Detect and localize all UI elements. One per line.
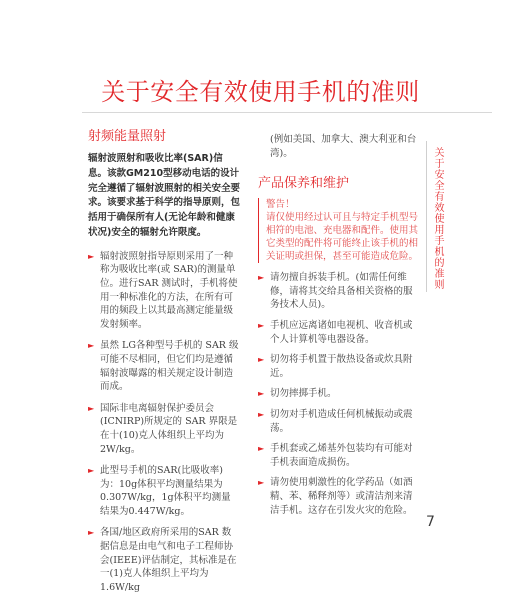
list-item-text: 虽然 LG各种型号手机的 SAR 级可能不尽相同，但它们均是遵循辐射波曝露的相关规定设计制造而成。 — [100, 340, 239, 393]
triangle-bullet-icon: ► — [88, 528, 95, 538]
list-item-text: 手机套或乙烯基外包装均有可能对手机表面造成损伤。 — [270, 443, 413, 468]
rf-exposure-heading: 射频能量照射 — [88, 129, 167, 144]
warning-title: 警告！ — [266, 199, 295, 211]
rf-exposure-intro: 辐射波照射和吸收比率(SAR)信息。该款GM210型移动电话的设计完全遵循了辐射波照射的相关安全要求。该要求基于科学的指导原则，包括用于确保所有人(无论年龄和健康状况)安全的辐射允许限度。 — [88, 153, 241, 238]
triangle-bullet-icon: ► — [258, 444, 265, 454]
list-item-text: 请勿擅自拆装手机。(如需任何维修，请将其交给具备相关资格的服务技术人员)。 — [270, 272, 413, 311]
triangle-bullet-icon: ► — [88, 466, 95, 476]
triangle-bullet-icon: ► — [258, 273, 265, 283]
list-item-text: 切勿将手机置于散热设备或炊具附近。 — [270, 354, 413, 379]
list-item — [88, 402, 240, 456]
list-item-text: 辐射波照射指导原则采用了一种称为吸收比率(或 SAR)的测量单位。进行SAR 测试时，手机将使用一种标准化的方法，在所有可用的频段上以其最高测定能量级发射频率。 — [100, 250, 238, 330]
triangle-bullet-icon: ► — [88, 403, 95, 413]
list-item — [258, 476, 418, 517]
list-item — [258, 408, 418, 435]
warning-box — [258, 198, 418, 263]
list-item-text: 此型号手机的SAR(比吸收率)为：10g体积平均测量结果为0.307W/kg，1g体积平均测量结果为0.447W/kg。 — [100, 465, 231, 517]
list-item-text: 切勿摔掷手机。 — [270, 388, 337, 400]
list-item — [258, 442, 418, 469]
list-item — [88, 339, 240, 393]
list-item — [88, 526, 240, 594]
page-title: 关于安全有效使用手机的准则 — [101, 78, 420, 106]
list-item — [258, 353, 418, 380]
triangle-bullet-icon: ► — [258, 478, 265, 488]
product-care-list — [258, 271, 418, 517]
rf-exposure-list — [88, 250, 240, 595]
side-tab — [426, 141, 448, 292]
triangle-bullet-icon: ► — [258, 409, 265, 419]
list-item — [258, 271, 418, 312]
list-item — [258, 319, 418, 346]
product-care-heading: 产品保养和维护 — [258, 176, 350, 192]
page-number: 7 — [426, 514, 435, 530]
triangle-bullet-icon: ► — [258, 355, 265, 365]
list-item — [88, 250, 240, 332]
list-item-text: 各国/地区政府所采用的SAR 数据信息是由电气和电子工程师协会(IEEE)评估制定，其标准是在一(1)克人体组织上平均为 1.6W/kg — [100, 527, 237, 593]
list-item — [258, 387, 418, 401]
list-item-text: 切勿对手机造成任何机械振动或震荡。 — [270, 408, 413, 434]
triangle-bullet-icon: ► — [88, 341, 95, 351]
list-item-text: 请勿使用刺激性的化学药品（如酒精、苯、稀释剂等）或清洁剂来清洁手机。这存在引发火灾的危险。 — [270, 477, 413, 516]
triangle-bullet-icon: ► — [88, 251, 95, 261]
list-item-text: 手机应远离诸如电视机、收音机或个人计算机等电器设备。 — [270, 319, 413, 345]
title-divider — [82, 112, 492, 113]
right-column — [258, 133, 418, 524]
left-column — [88, 127, 240, 602]
sar-continuation: (例如美国、加拿大、澳大利亚和台湾)。 — [270, 134, 417, 159]
warning-text: 请仅使用经过认可且与特定手机型号相符的电池、充电器和配件。使用其它类型的配件将可能终止该手机的相关证明或担保，甚至可能造成危险。 — [266, 212, 419, 263]
triangle-bullet-icon: ► — [258, 320, 265, 330]
triangle-bullet-icon: ► — [258, 389, 265, 399]
side-tab-label: 关于安全有效使用手机的准则 — [432, 147, 443, 290]
list-item — [88, 464, 240, 518]
list-item-text: 国际非电离辐射保护委员会(ICNIRP)所规定的 SAR 界限是在十(10)克人体组织上平均为2W/kg。 — [100, 402, 238, 455]
